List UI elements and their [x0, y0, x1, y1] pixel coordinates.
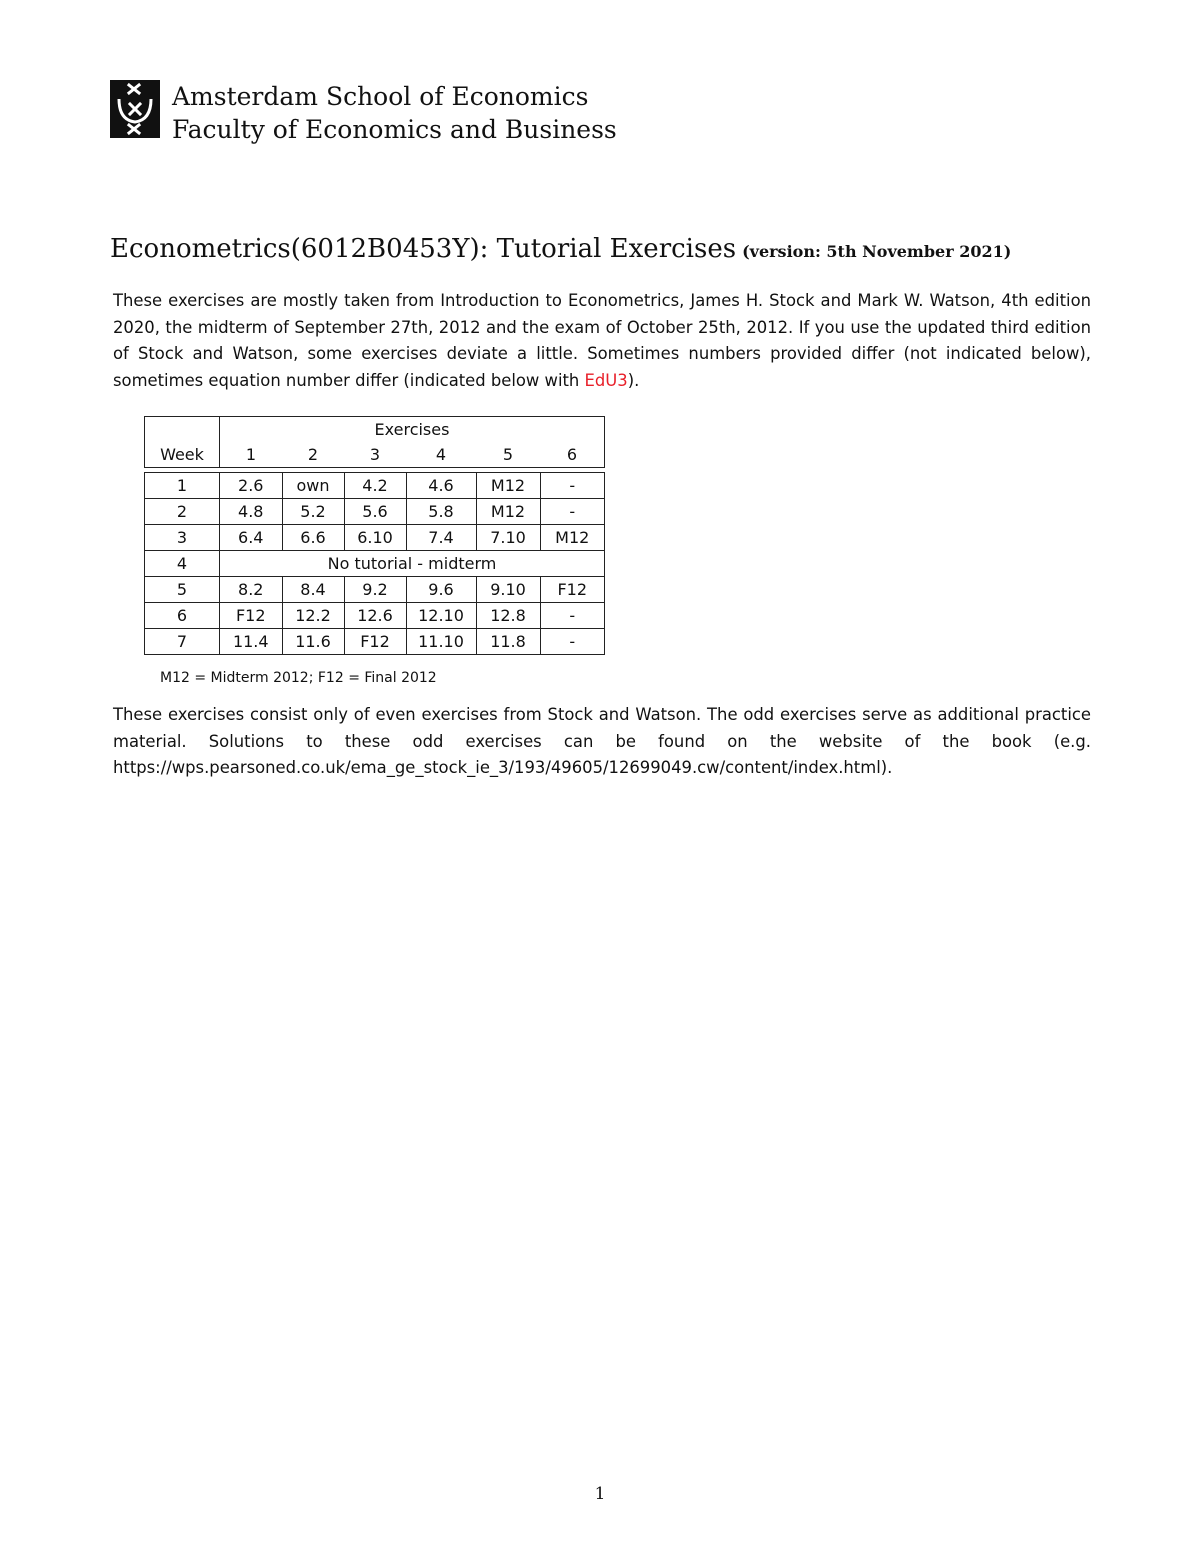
- exercises-group-header: Exercises: [220, 417, 605, 443]
- column-header: 5: [502, 445, 514, 464]
- table-row: [145, 473, 605, 499]
- table-row: [145, 577, 605, 603]
- table-row: [145, 551, 605, 577]
- uva-crosses-logo: [110, 80, 160, 138]
- column-header: 3: [369, 445, 381, 464]
- closing-paragraph: These exercises consist only of even exercises from Stock and Watson. The odd exercises serve as additional practice material. Solutions to these odd exercises can be found on the website of the book (e.g. https://wps.pearsoned.co.uk/ema_ge_stock_ie_3/193/49605/12699049.cw/content/index.html).: [113, 705, 1091, 777]
- exercise-cell: 11.4: [220, 629, 283, 655]
- table-row: [145, 525, 605, 551]
- institution-name: Amsterdam School of Economics: [172, 82, 589, 111]
- edu3-highlight[interactable]: EdU3: [584, 370, 628, 390]
- week-cell: 1: [145, 473, 220, 499]
- exercise-cell: 11.6: [282, 629, 344, 655]
- exercise-cell: -: [540, 499, 605, 525]
- exercise-cell: 9.2: [344, 577, 406, 603]
- exercise-cell: 9.6: [406, 577, 476, 603]
- week-cell: 2: [145, 499, 220, 525]
- week-cell: 6: [145, 603, 220, 629]
- exercise-cell: 12.8: [476, 603, 540, 629]
- exercise-cell: 4.6: [406, 473, 476, 499]
- week-cell: 4: [145, 551, 220, 577]
- exercise-cell: F12: [540, 577, 605, 603]
- week-column-header: Week: [145, 442, 220, 468]
- exercise-cell: 11.8: [476, 629, 540, 655]
- document-title: Econometrics(6012B0453Y): Tutorial Exercises: [110, 234, 737, 264]
- column-header: 6: [540, 442, 605, 468]
- column-header: 2: [307, 445, 319, 464]
- week-header-blank: [145, 417, 220, 443]
- table-row: [145, 499, 605, 525]
- exercise-cell: M12: [540, 525, 605, 551]
- institution-header: [110, 80, 617, 146]
- week-cell: 5: [145, 577, 220, 603]
- exercise-cell: 4.8: [220, 499, 283, 525]
- exercise-table: [144, 416, 605, 655]
- exercise-cell: F12: [344, 629, 406, 655]
- exercise-cell: M12: [476, 473, 540, 499]
- intro-paragraph: [113, 288, 1091, 394]
- exercise-cell: 6.10: [344, 525, 406, 551]
- exercise-cell: 6.6: [282, 525, 344, 551]
- version-label: (version: 5th November 2021): [742, 242, 1012, 261]
- exercise-cell: -: [540, 629, 605, 655]
- exercise-cell: 9.10: [476, 577, 540, 603]
- page-number: 1: [594, 1484, 606, 1504]
- table-row: [145, 629, 605, 655]
- exercise-cell: 8.4: [282, 577, 344, 603]
- exercise-cell: 8.2: [220, 577, 283, 603]
- week-cell: 3: [145, 525, 220, 551]
- exercise-cell: 7.4: [406, 525, 476, 551]
- exercise-cell: 6.4: [220, 525, 283, 551]
- exercise-cell: 12.6: [344, 603, 406, 629]
- table-footnote: M12 = Midterm 2012; F12 = Final 2012: [160, 670, 437, 686]
- exercise-cell: 4.2: [344, 473, 406, 499]
- exercise-cell: own: [282, 473, 344, 499]
- column-header: 1: [245, 445, 257, 464]
- intro-text: These exercises are mostly taken from Introduction to Econometrics, James H. Stock and Mark W. Watson, 4th edition 2020, the midterm of September 27th, 2012 and the exam of October 25th, 2012. If you use the updated third edition of Stock and Watson, some exercises deviate a little. Sometimes numbers provided differ (not indicated below), sometimes equation number differ (indicated below with: [113, 291, 1091, 390]
- exercise-cell: 12.10: [406, 603, 476, 629]
- table-row: [145, 603, 605, 629]
- exercise-cell: 2.6: [220, 473, 283, 499]
- document-title-line: [110, 234, 1011, 264]
- faculty-name: Faculty of Economics and Business: [172, 115, 617, 144]
- exercise-cell: F12: [220, 603, 283, 629]
- exercise-cell: 5.2: [282, 499, 344, 525]
- intro-end: ).: [627, 370, 640, 390]
- exercise-cell: -: [540, 603, 605, 629]
- exercise-cell: 12.2: [282, 603, 344, 629]
- week-cell: 7: [145, 629, 220, 655]
- exercise-cell: 7.10: [476, 525, 540, 551]
- exercise-cell: 5.8: [406, 499, 476, 525]
- span-cell: No tutorial - midterm: [220, 551, 605, 577]
- column-header: 4: [435, 445, 447, 464]
- exercise-cell: -: [540, 473, 605, 499]
- table-body: [145, 473, 605, 655]
- exercise-cell: M12: [476, 499, 540, 525]
- exercise-cell: 11.10: [406, 629, 476, 655]
- exercise-cell: 5.6: [344, 499, 406, 525]
